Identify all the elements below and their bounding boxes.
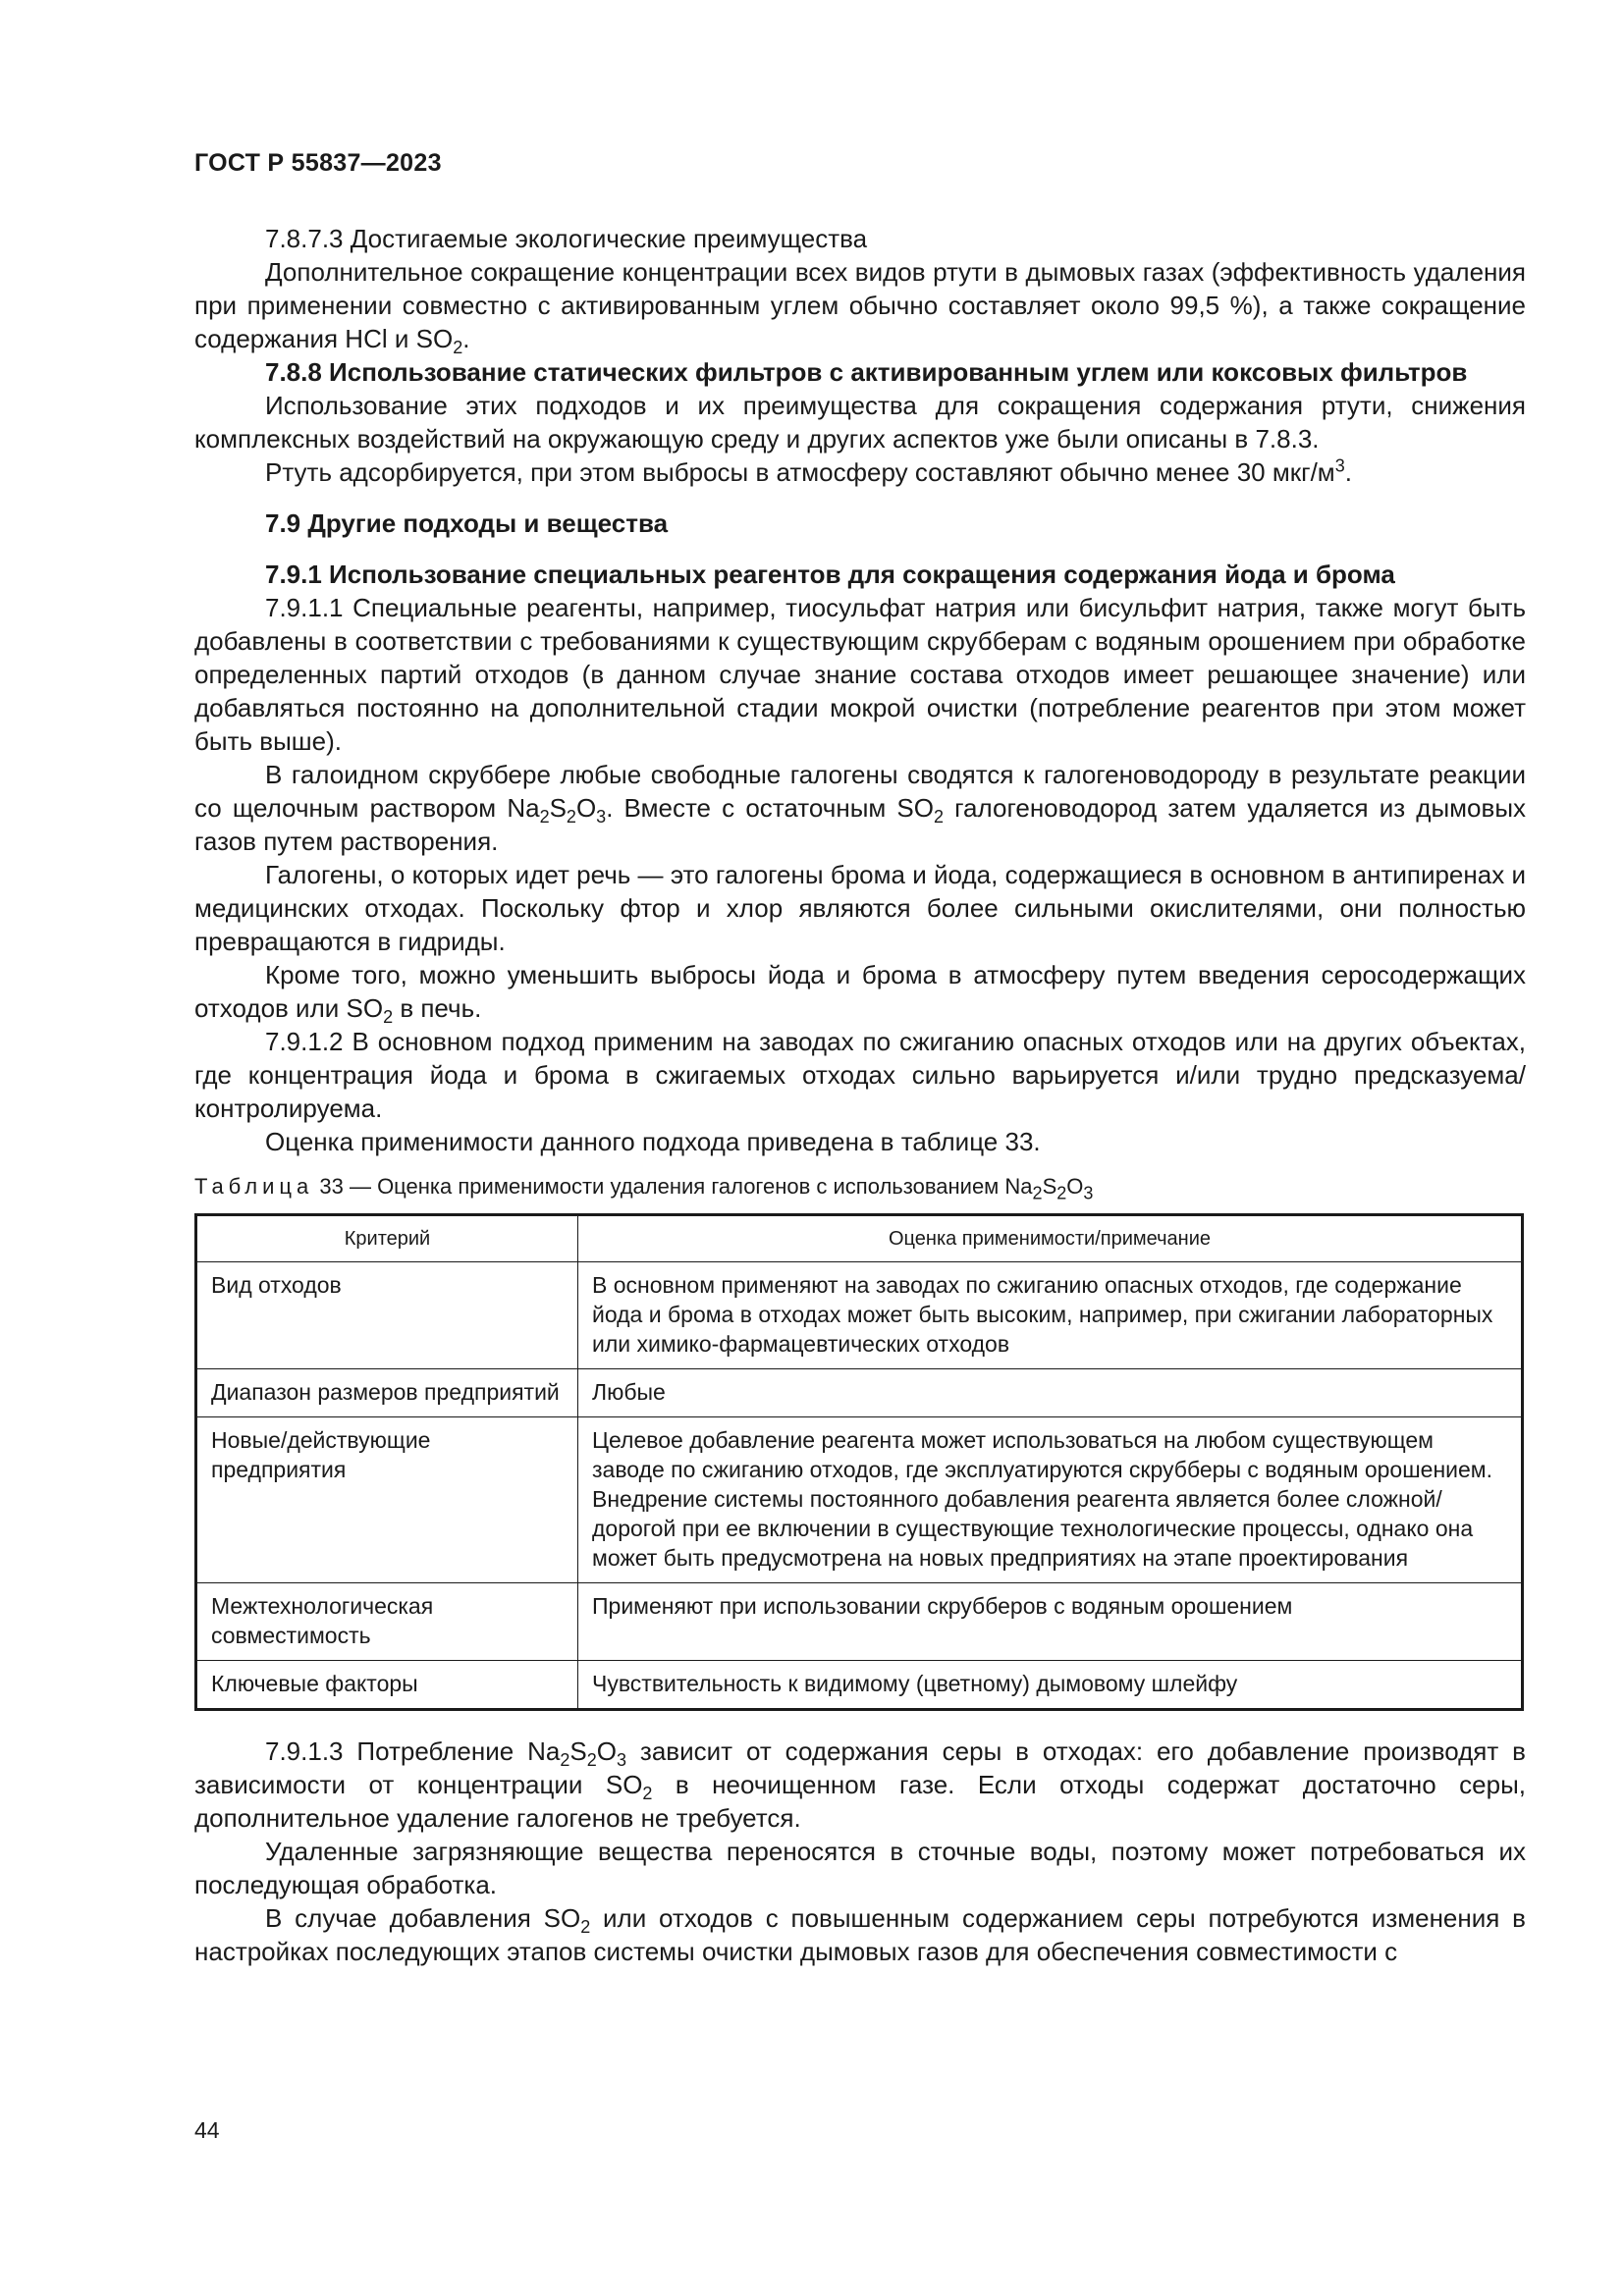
section-7913-paragraph-2: Удаленные загрязняющие вещества переносятся в сточные воды, поэтому может потребоваться их последующая обработка.	[194, 1837, 1526, 1899]
section-791-paragraph-6: Оценка применимости данного подхода приведена в таблице 33.	[265, 1127, 1041, 1156]
document-header: ГОСТ Р 55837—2023	[194, 149, 442, 177]
column-header-criterion: Критерий	[196, 1215, 578, 1262]
section-788-paragraph-1: Использование этих подходов и их преимущества для сокращения содержания ртути, снижения комплексных воздействий на окружающую среду и других аспектов уже были описаны в 7.8.3.	[194, 391, 1526, 454]
document-body	[194, 222, 1526, 1968]
table-caption: Таблица 33 — Оценка применимости удаления галогенов с использованием $Na_2S_2O_3$	[194, 1174, 1094, 1203]
table-row	[196, 1262, 1523, 1369]
section-7913-paragraph-3: В случае добавления $SO_2$ или отходов с повышенным содержанием серы потребуются изменения в настройках последующих этапов системы очистки дымовых газов для обеспечения совместимости с	[194, 1903, 1526, 1966]
page-number: 44	[194, 2117, 220, 2143]
section-791-heading: 7.9.1 Использование специальных реагентов для сокращения содержания йода и брома	[265, 560, 1395, 589]
table-cell-criterion: Новые/действующие предприятия	[196, 1417, 578, 1583]
table-row	[196, 1583, 1523, 1661]
table-cell-note: Любые	[578, 1369, 1523, 1417]
table-cell-criterion: Диапазон размеров предприятий	[196, 1369, 578, 1417]
section-79-heading: 7.9 Другие подходы и вещества	[265, 508, 669, 538]
section-788-paragraph-2: Ртуть адсорбируется, при этом выбросы в атмосферу составляют обычно менее 30 мкг/$м^3$.	[265, 455, 1352, 487]
applicability-table	[194, 1213, 1524, 1711]
table-cell-note: Целевое добавление реагента может использоваться на любом существующем заводе по сжиганию отходов, где эксплуатируются скрубберы с водяным орошением. Внедрение системы постоянного добавления реагента является более сложной/дорогой при ее включении в существующие технологические процессы, однако она может быть предусмотрена на новых предприятиях на этапе проектирования	[578, 1417, 1523, 1583]
table-cell-criterion: Ключевые факторы	[196, 1661, 578, 1710]
table-cell-criterion: Вид отходов	[196, 1262, 578, 1369]
section-791-paragraph-4: Кроме того, можно уменьшить выбросы йода и брома в атмосферу путем введения серосодержащих отходов или $SO_2$ в печь.	[194, 960, 1526, 1028]
section-791-paragraph-2: В галоидном скруббере любые свободные галогены сводятся к галогеноводороду в результате реакции со щелочным раствором $Na_2S_2O_3$. Вместе с остаточным $SO_2$ галогеноводород затем удаляется из дымовых газов путем растворения.	[194, 760, 1526, 856]
column-header-note: Оценка применимости/примечание	[578, 1215, 1523, 1262]
table-row	[196, 1661, 1523, 1710]
table-cell-criterion: Межтехнологическая совместимость	[196, 1583, 578, 1661]
table-cell-note: Применяют при использовании скрубберов с водяным орошением	[578, 1583, 1523, 1661]
section-7873-text: Дополнительное сокращение концентрации всех видов ртути в дымовых газах (эффективность удаления при применении совместно с активированным углем обычно составляет около 99,5 %), а также сокращение содержания HCl и $SO_2$.	[194, 257, 1526, 358]
section-788-heading: 7.8.8 Использование статических фильтров с активированным углем или коксовых фильтров	[265, 357, 1468, 387]
table-row	[196, 1417, 1523, 1583]
table-cell-note: В основном применяют на заводах по сжиганию опасных отходов, где содержание йода и брома в отходах может быть высоким, например, при сжигании лабораторных или химико-фармацевтических отходов	[578, 1262, 1523, 1369]
section-791-paragraph-1: 7.9.1.1 Специальные реагенты, например, тиосульфат натрия или бисульфит натрия, также могут быть добавлены в соответствии с требованиями к существующим скрубберам с водяным орошением при обработке определенных партий отходов (в данном случае знание состава отходов имеет решающее значение) или добавляться постоянно на дополнительной стадии мокрой очистки (потребление реагентов при этом может быть выше).	[194, 593, 1526, 756]
section-7873-title: 7.8.7.3 Достигаемые экологические преимущества	[265, 224, 868, 253]
section-7913-paragraph-1: 7.9.1.3 Потребление $Na_2S_2O_3$ зависит от содержания серы в отходах: его добавление производят в зависимости от концентрации $SO_2$ в неочищенном газе. Если отходы содержат достаточно серы, дополнительное удаление галогенов не требуется.	[194, 1736, 1526, 1833]
section-791-paragraph-3: Галогены, о которых идет речь — это галогены брома и йода, содержащиеся в основном в антипиренах и медицинских отходах. Поскольку фтор и хлор являются более сильными окислителями, они полностью превращаются в гидриды.	[194, 860, 1526, 956]
table-cell-note: Чувствительность к видимому (цветному) дымовому шлейфу	[578, 1661, 1523, 1710]
section-791-paragraph-5: 7.9.1.2 В основном подход применим на заводах по сжиганию опасных отходов или на других объектах, где концентрация йода и брома в сжигаемых отходах сильно варьируется и/или трудно предсказуема/контролируема.	[194, 1027, 1526, 1123]
table-row	[196, 1369, 1523, 1417]
table-header-row	[196, 1215, 1523, 1262]
